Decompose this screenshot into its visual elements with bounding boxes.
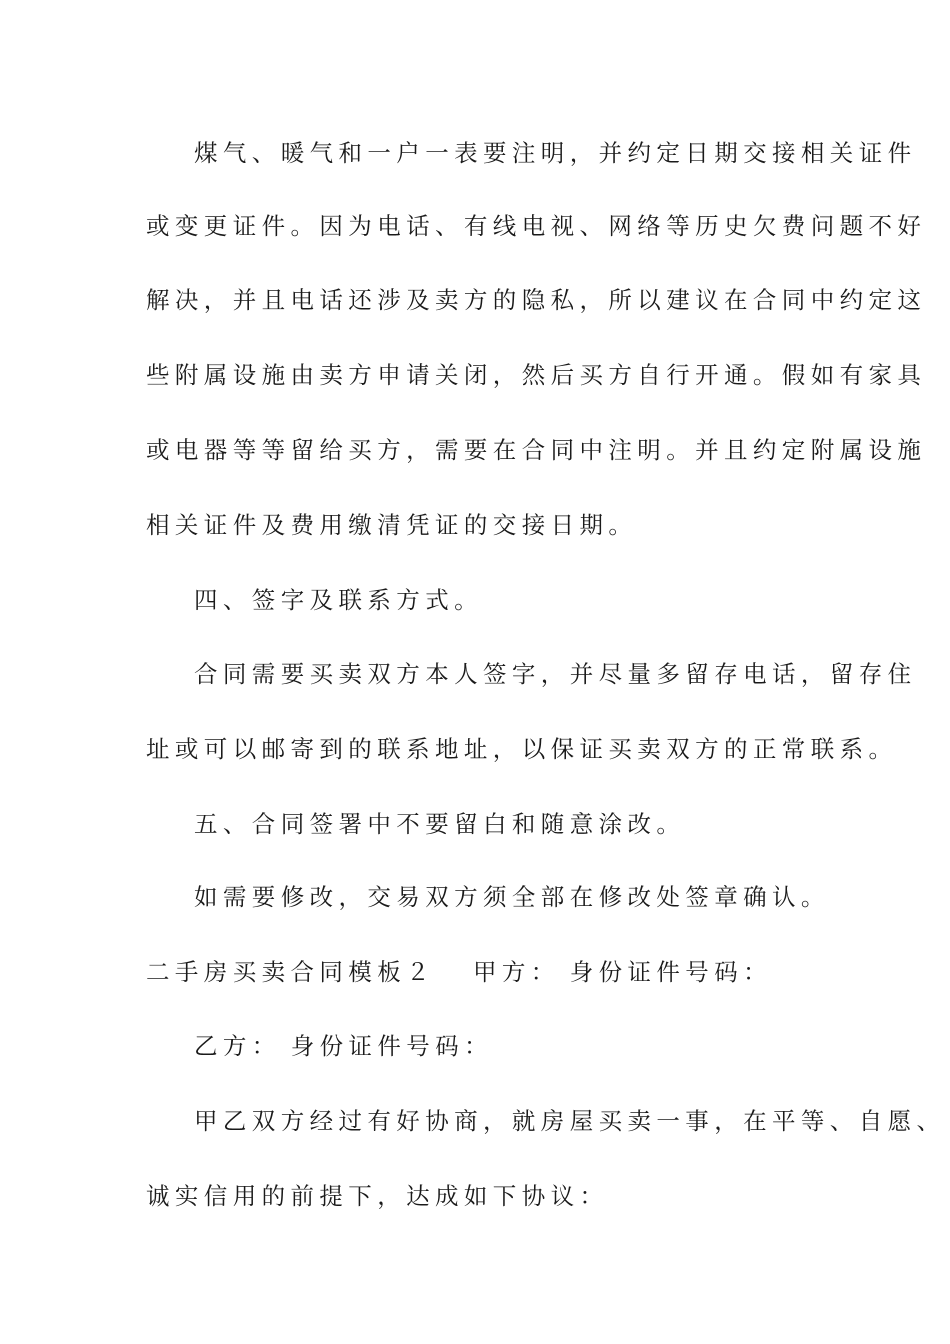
paragraph-line: 相关证件及费用缴清凭证的交接日期。: [146, 511, 638, 539]
paragraph-line: 解决，并且电话还涉及卖方的隐私，所以建议在合同中约定这: [146, 286, 927, 314]
template-title-line: [146, 957, 772, 987]
paragraph-line: 或变更证件。因为电话、有线电视、网络等历史欠费问题不好: [146, 212, 927, 240]
paragraph-line: 些附属设施由卖方申请关闭，然后买方自行开通。假如有家具: [146, 361, 927, 389]
section-heading-four: 四、签字及联系方式。: [194, 586, 483, 614]
template-title: 二手房买卖合同模板２: [146, 958, 435, 986]
party-b-id-label: 身份证件号码：: [290, 1032, 494, 1060]
paragraph-line: 址或可以邮寄到的联系地址，以保证买卖双方的正常联系。: [146, 735, 898, 763]
party-a-id-label: 身份证件号码：: [569, 958, 773, 986]
party-b-label: 乙方：: [194, 1032, 281, 1060]
paragraph-line: 煤气、暖气和一户一表要注明，并约定日期交接相关证件: [194, 139, 917, 167]
party-a-label: 甲方：: [473, 958, 560, 986]
party-b-line: [194, 1031, 493, 1061]
paragraph-line: 合同需要买卖双方本人签字，并尽量多留存电话，留存住: [194, 660, 917, 688]
section-heading-five: 五、合同签署中不要留白和随意涂改。: [194, 810, 686, 838]
agreement-line: 诚实信用的前提下，达成如下协议：: [146, 1182, 609, 1210]
paragraph-line: 如需要修改，交易双方须全部在修改处签章确认。: [194, 883, 830, 911]
paragraph-line: 或电器等等留给买方，需要在合同中注明。并且约定附属设施: [146, 436, 927, 464]
agreement-line: 甲乙双方经过有好协商，就房屋买卖一事，在平等、自愿、: [194, 1107, 946, 1135]
